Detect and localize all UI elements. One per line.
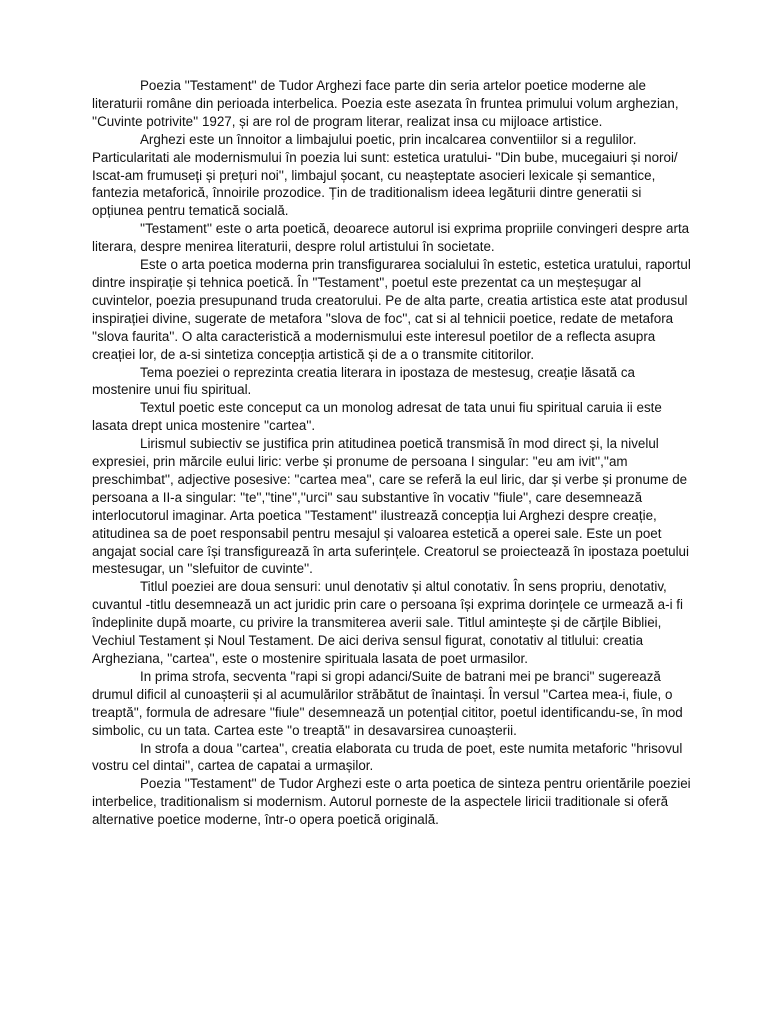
paragraph-concluzie: Poezia ''Testament'' de Tudor Arghezi este o arta poetica de sinteza pentru orientările poeziei interbelice, traditionalism si modernism. Autorul porneste de la aspectele liricii traditionale si oferă alternative poetice moderne, într-o opera poetică originală.	[92, 776, 691, 828]
paragraph-titlu: Titlul poeziei are doua sensuri: unul denotativ și altul conotativ. În sens propriu, denotativ, cuvantul -titlu desemnează un act juridic prin care o persoana își exprima dorințele ce urmează a-i fi îndeplinite după moarte, cu privire la transmiterea averii sale. Titlul amintește și de cărțile Bibliei, Vechiul Testament și Noul Testament. De aici deriva sensul figurat, conotativ al titlului: creatia Argheziana, ''cartea'', este o mostenire spirituala lasata de poet urmasilor.	[92, 579, 683, 666]
paragraph-monolog: Textul poetic este conceput ca un monolog adresat de tata unui fiu spiritual caruia ii este lasata drept unica mostenire ''cartea''.	[92, 400, 662, 434]
paragraph-tema: Tema poeziei o reprezinta creatia literara in ipostaza de mestesug, creație lăsată ca mostenire unui fiu spiritual.	[92, 364, 635, 398]
paragraph-arta-moderna: Este o arta poetica moderna prin transfigurarea socialului în estetic, estetica uratului, raportul dintre inspirație și tehnica poetică. În ''Testament'', poetul este prezentat ca un meșteșugar al cuvintelor, poezia presupunand truda creatorului. Pe de alta parte, creatia artistica este atat produsul inspirației divine, sugerate de metafora ''slova de foc'', cat si al tehnicii poetice, redate de metafora ''slova faurita''. O alta caracteristică a modernismului este interesul poetilor de a reflecta asupra creației lor, de a-si sintetiza concepția artistică și de a o transmite cititorilor.	[92, 257, 691, 362]
document-page	[92, 77, 696, 829]
paragraph-prima-strofa: In prima strofa, secventa ''rapi si gropi adanci/Suite de batrani mei pe branci'' sugerează drumul dificil al cunoașterii și al acumulărilor străbătut de înaintași. În versul ''Cartea mea-i, fiule, o treaptă'', formula de adresare ''fiule'' desemnează un potențial cititor, poetul identificandu-se, în mod simbolic, cu un tata. Cartea este ''o treaptă'' in desavarsirea cunoașterii.	[92, 668, 683, 738]
paragraph-arta-poetica: ''Testament'' este o arta poetică, deoarece autorul isi exprima propriile convingeri despre arta literara, despre menirea literaturii, despre rolul artistului în societate.	[92, 221, 690, 255]
paragraph-modernism: Arghezi este un înnoitor a limbajului poetic, prin incalcarea conventiilor si a regulilor. Particularitati ale modernismului în poezia lui sunt: estetica uratului- ''Din bube, mucegaiuri și noroi/ Iscat-am frumuseți și prețuri noi'', limbajul șocant, cu neașteptate asocieri lexicale și semantice, fantezia metaforică, înnoirile prozodice. Țin de traditionalism ideea legăturii dintre generatii si opțiunea pentru tematică socială.	[92, 131, 678, 219]
paragraph-lirism: Lirismul subiectiv se justifica prin atitudinea poetică transmisă în mod direct și, la nivelul expresiei, prin mărcile eului liric: verbe și pronume de persoana I singular: ''eu am ivit'',''am preschimbat'', adjective posesive: ''cartea mea'', care se referă la eul liric, dar și verbe și pronume de persoana a II-a singular: ''te'',''tine'',''urci'' sau substantive în vocativ ''fiule'', care desemnează interlocutorul imaginar. Arta poetica ''Testament'' ilustrează concepția lui Arghezi despre creație, atitudinea sa de poet responsabil pentru mesajul și valoarea estetică a operei sale. Este un poet angajat social care își transfigurează în arta suferințele. Creatorul se proiectează în ipostaza poetului mestesugar, un ''slefuitor de cuvinte''.	[92, 436, 689, 577]
paragraph-intro: Poezia ''Testament'' de Tudor Arghezi face parte din seria artelor poetice moderne ale literaturii române din perioada interbelica. Poezia este asezata în fruntea primului volum arghezian, ''Cuvinte potrivite'' 1927, și are rol de program literar, realizat insa cu mijloace artistice.	[92, 78, 679, 129]
paragraph-strofa-doua: In strofa a doua ''cartea'', creatia elaborata cu truda de poet, este numita metaforic ''hrisovul vostru cel dintai'', cartea de capatai a urmașilor.	[92, 740, 683, 774]
